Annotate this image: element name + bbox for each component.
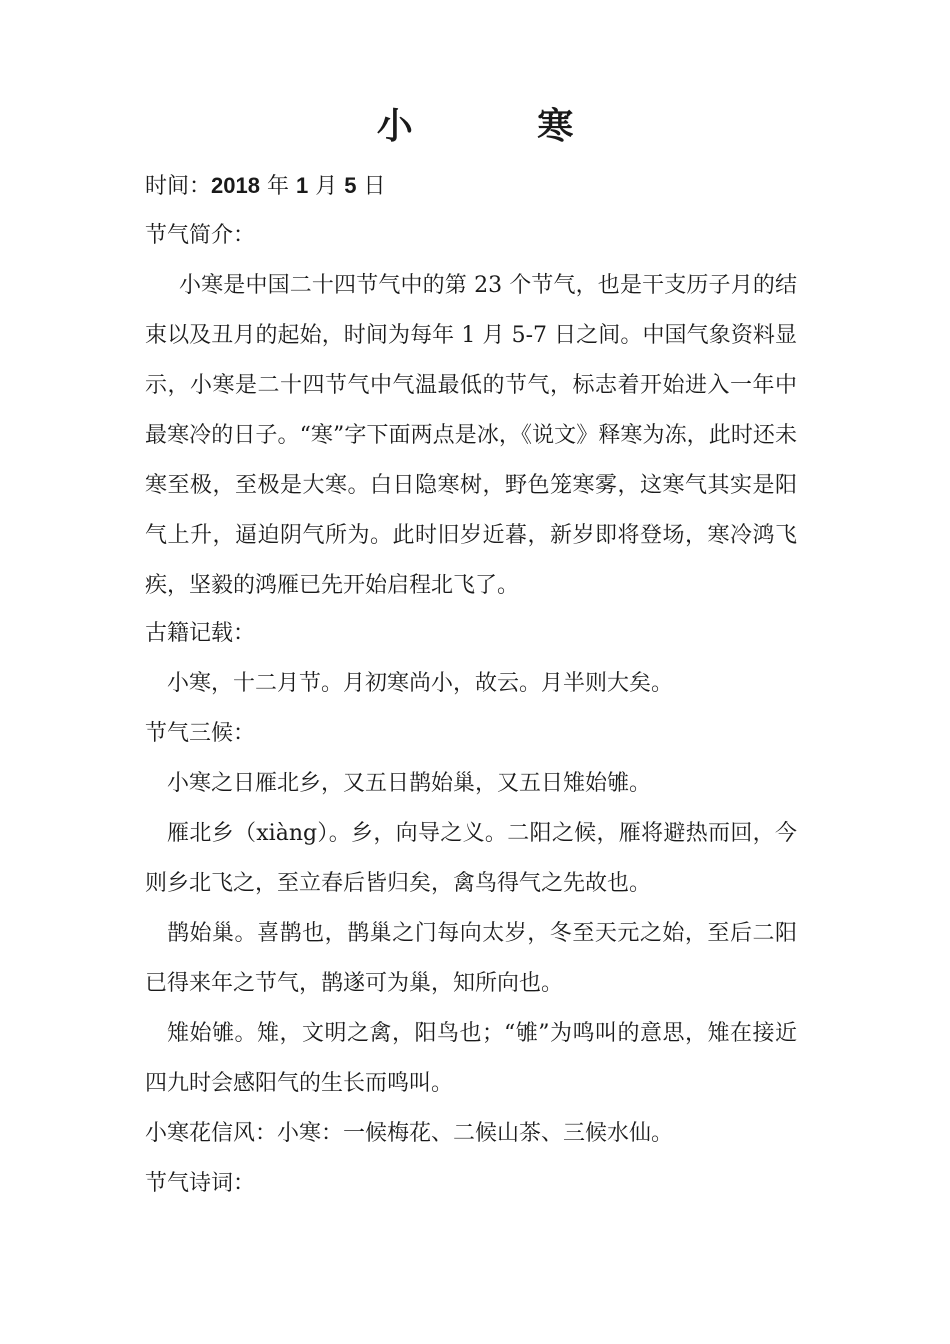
- intro-paragraph: 小寒是中国二十四节气中的第 23 个节气，也是干支历子月的结束以及丑月的起始，时间为每年 1 月 5-7 日之间。中国气象资料显示，小寒是二十四节气中气温最低的节气，标志着开始进入一年中最寒冷的日子。“寒”字下面两点是冰，《说文》释寒为冻，此时还未寒至极，至极是大寒。白日隐寒树，野色笼寒雾，这寒气其实是阳气上升，逼迫阴气所为。此时旧岁近暮，新岁即将登场，寒冷鸿飞疾，坚毅的鸿雁已先开始启程北飞了。: [145, 273, 797, 598]
- poetry-heading: 节气诗词：: [145, 1171, 256, 1196]
- phases-heading: 节气三候：: [145, 721, 256, 746]
- intro-heading: 节气简介：: [145, 223, 256, 248]
- flower-wind-line: 小寒花信风：小寒：一候梅花、二候山茶、三候水仙。: [145, 1121, 674, 1146]
- date-label: 时间：: [145, 174, 212, 199]
- date-year-unit: 年: [266, 174, 289, 199]
- records-heading: 古籍记载：: [145, 621, 256, 646]
- date-month-unit: 月: [315, 174, 338, 199]
- phase-1-paragraph: 雁北乡（xiàng）。乡，向导之义。二阳之候，雁将避热而回，今则乡北飞之，至立春后皆归矣，禽鸟得气之先故也。: [145, 821, 797, 896]
- date-month: 1: [295, 173, 309, 198]
- records-paragraph: 小寒，十二月节。月初寒尚小，故云。月半则大矣。: [167, 671, 674, 696]
- phase-2-paragraph: 鹊始巢。喜鹊也，鹊巢之门每向太岁，冬至天元之始，至后二阳已得来年之节气，鹊遂可为巢，知所向也。: [145, 921, 797, 996]
- date-day-unit: 日: [363, 174, 386, 199]
- date-line: [145, 171, 805, 202]
- page-title: 小 寒: [376, 105, 630, 147]
- date-day: 5: [344, 173, 357, 198]
- date-year: 2018: [211, 173, 260, 198]
- phase-3-paragraph: 雉始雊。雉，文明之禽，阳鸟也；“雊”为鸣叫的意思，雉在接近四九时会感阳气的生长而鸣叫。: [145, 1021, 797, 1096]
- phases-summary: 小寒之日雁北乡，又五日鹊始巢，又五日雉始雊。: [167, 771, 652, 796]
